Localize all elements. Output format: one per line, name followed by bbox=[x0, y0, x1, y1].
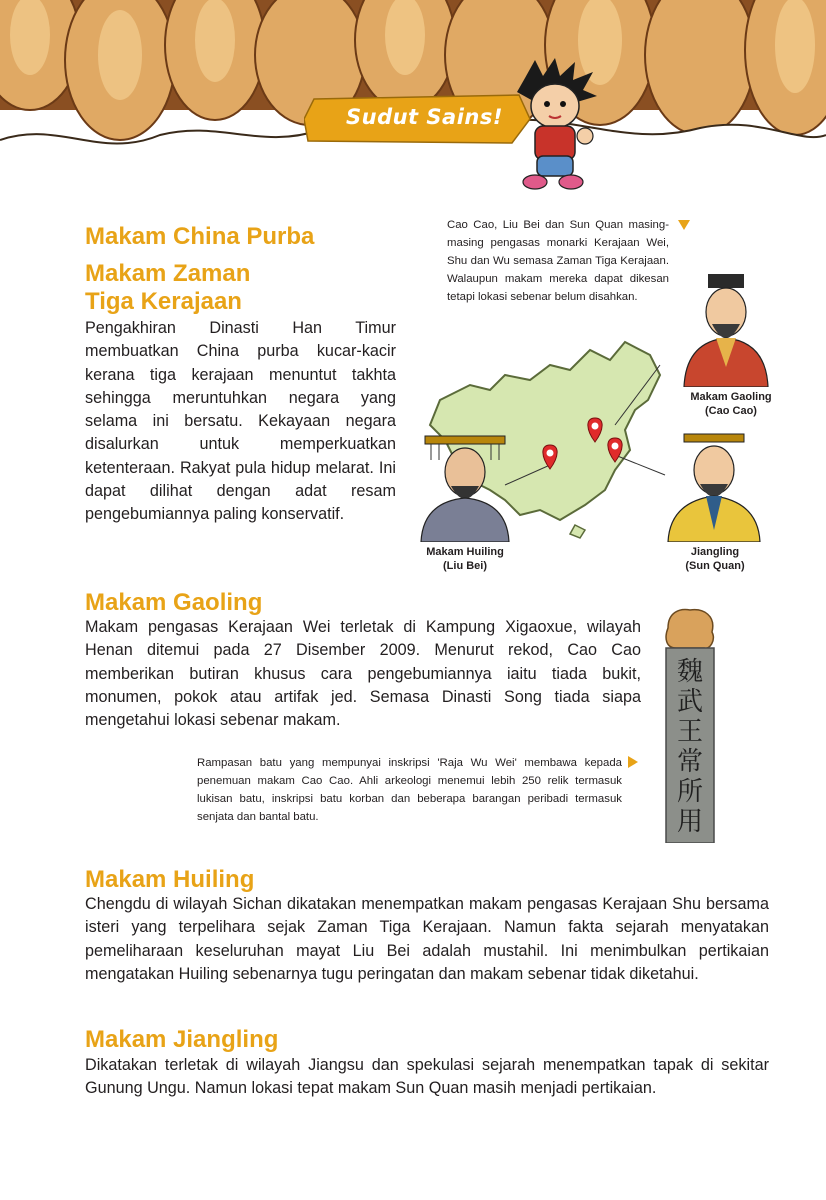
cao-cao-person-name: (Cao Cao) bbox=[705, 405, 757, 417]
liu-bei-person-name: (Liu Bei) bbox=[443, 560, 487, 572]
sun-quan-person-name: (Sun Quan) bbox=[685, 560, 745, 572]
liu-bei-portrait bbox=[415, 430, 515, 542]
jiangling-heading: Makam Jiangling bbox=[85, 1026, 279, 1053]
cao-cao-portrait bbox=[676, 272, 776, 387]
stele-glyph: 武 bbox=[676, 687, 704, 717]
section-label-tab bbox=[304, 93, 534, 145]
stele-glyph: 常 bbox=[676, 747, 704, 777]
section-label-text: Sudut Sains! bbox=[346, 105, 503, 129]
liu-bei-tomb-name: Makam Huiling bbox=[426, 546, 504, 558]
stone-caption: Rampasan batu yang mempunyai inskripsi 'Raja Wu Wei' membawa kepada penemuan makam Cao Cao. Ahli arkeologi menemui lebih 250 relik termasuk lukisan batu, inskripsi batu korban dan beberapa barangan peribadi termasuk senjata dan bantal batu. bbox=[197, 757, 622, 823]
huiling-paragraph: Chengdu di wilayah Sichan dikatakan menempatkan makam pengasas Kerajaan Shu bersama isteri yang terpelihara sejak Zaman Tiga Kerajaan. Namun fakta sejarah menyatakan pemeliharaan keseluruhan mayat Liu Bei adalah mustahil. Ini menimbulkan pertikaian mengatakan Huiling sebenarnya tugu peringatan dan makam sebenar tidak diketahui. bbox=[85, 895, 769, 983]
sun-quan-label bbox=[650, 545, 780, 573]
gaoling-paragraph: Makam pengasas Kerajaan Wei terletak di Kampung Xigaoxue, wilayah Henan ditemui pada 27 Disember 2009. Menurut rekod, Cao Cao memberikan butiran khusus cara pengebumiannya iaitu tiada bukit, monumen, pokok atau artifak jed. Semasa Dinasti Song tiada siapa mengetahui lokasi sebenar makam. bbox=[85, 618, 641, 730]
stele-glyph: 所 bbox=[676, 777, 704, 807]
stele-glyph: 魏 bbox=[676, 657, 704, 687]
cao-cao-label bbox=[666, 390, 796, 418]
huiling-heading: Makam Huiling bbox=[85, 866, 255, 893]
stone-stele-illustration bbox=[660, 608, 720, 843]
page-title: Makam China Purba bbox=[85, 223, 315, 250]
intro-paragraph: Pengakhiran Dinasti Han Timur membuatkan China purba kucar-kacir kerana tiga kerajaan menuntut takhta sehingga meruntuhkan negara yang selama ini bersatu. Kekayaan negara disalurkan untuk memperkuatkan ketenteraan. Rakyat pula hidup melarat. Ini dapat dilihat dengan adat resam pengebumiannya paling konservatif. bbox=[85, 319, 396, 524]
caption-pointer-icon bbox=[678, 220, 690, 230]
section-heading-line-2: Tiga Kerajaan bbox=[85, 288, 242, 315]
section-heading-three-kingdoms bbox=[85, 260, 250, 316]
section-heading-line-1: Makam Zaman bbox=[85, 260, 251, 287]
jiangling-paragraph: Dikatakan terletak di wilayah Jiangsu dan spekulasi sejarah menempatkan tapak di sekitar Gunung Ungu. Namun lokasi tepat makam Sun Quan masih menjadi pertikaian. bbox=[85, 1056, 769, 1098]
cao-cao-tomb-name: Makam Gaoling bbox=[690, 391, 772, 403]
gaoling-heading: Makam Gaoling bbox=[85, 589, 263, 616]
liu-bei-label bbox=[400, 545, 530, 573]
sun-quan-portrait bbox=[662, 430, 766, 542]
sun-quan-tomb-name: Jiangling bbox=[690, 546, 740, 558]
stele-glyph: 用 bbox=[676, 807, 704, 837]
caption-pointer-icon bbox=[628, 756, 638, 768]
mascot-character-illustration bbox=[505, 58, 605, 193]
stele-glyph: 王 bbox=[676, 717, 704, 747]
map-caption: Cao Cao, Liu Bei dan Sun Quan masing-masing pengasas monarki Kerajaan Wei, Shu dan Wu semasa Zaman Tiga Kerajaan. Walaupun makam mereka dapat dikesan tetapi lokasi sebenar belum disahkan. bbox=[447, 219, 669, 303]
